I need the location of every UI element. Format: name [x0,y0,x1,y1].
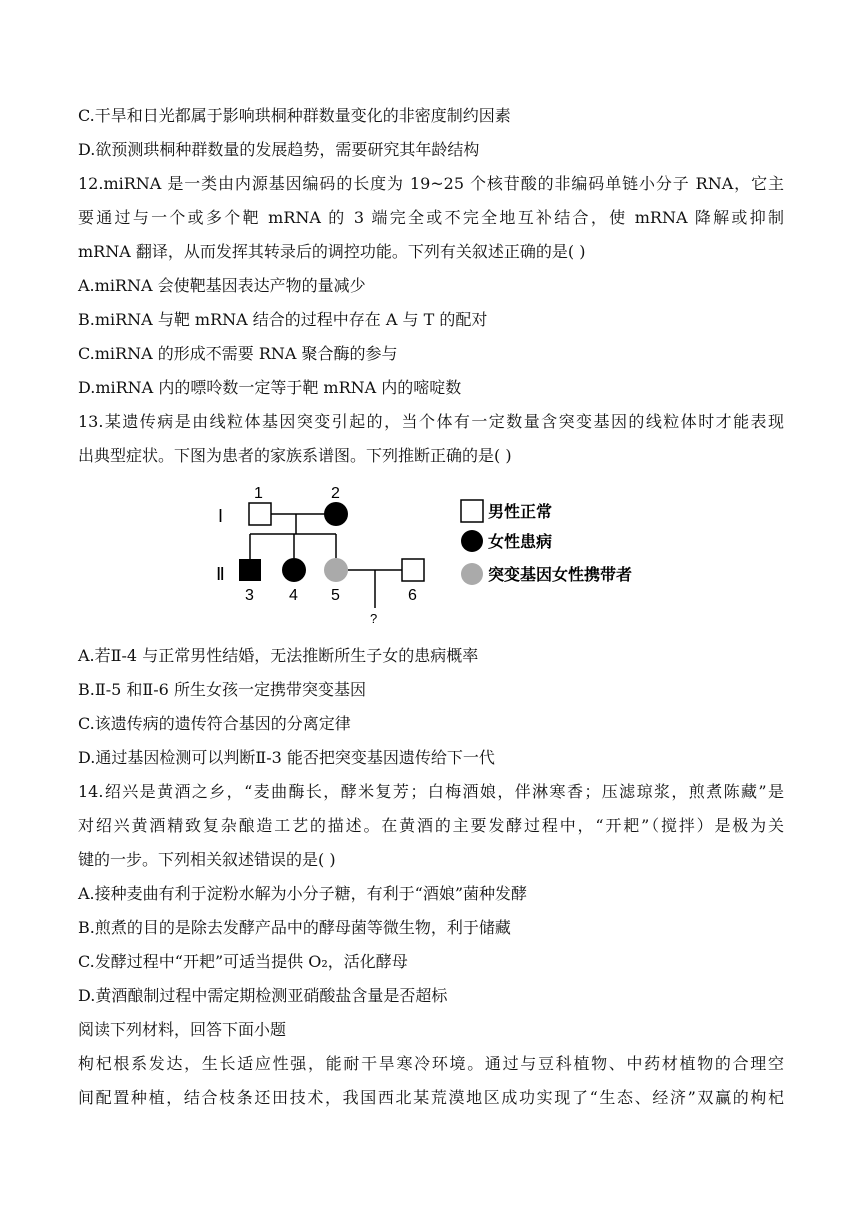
line-q12-stem-1: 12.miRNA 是一类由内源基因编码的长度为 19~25 个核苷酸的非编码单链小分子 RNA，它主 [78,174,784,193]
line-q14-stem-3: 键的一步。下列相关叙述错误的是( ) [78,850,336,869]
line-q14-d: D.黄酒酿制过程中需定期检测亚硝酸盐含量是否超标 [78,986,448,1005]
line-q12-stem-2: 要通过与一个或多个靶 mRNA 的 3 端完全或不完全地互补结合，使 mRNA 降解或抑制 [78,208,784,227]
line-material-2: 间配置种植，结合枝条还田技术，我国西北某荒漠地区成功实现了“生态、经济”双赢的枸杞 [78,1088,784,1107]
legend-label-affected-female: 女性患病 [488,534,553,551]
line-q12-a: A.miRNA 会使靶基因表达产物的量减少 [78,276,366,295]
individual-II-4-affected-female [282,558,306,582]
pedigree-diagram [210,478,650,628]
line-q12-d: D.miRNA 内的嘌呤数一定等于靶 mRNA 内的嘧啶数 [78,378,462,397]
legend-gray-circle-icon [461,563,483,585]
individual-II-6-normal-male [402,559,424,581]
individual-I-2-affected-female [324,502,348,526]
line-q11-d: D.欲预测珙桐种群数量的发展趋势，需要研究其年龄结构 [78,140,480,159]
line-q13-a: A.若Ⅱ-4 与正常男性结婚，无法推断所生子女的患病概率 [78,646,479,665]
label-1: 1 [254,485,263,502]
generation-label-I: I [218,506,224,526]
line-q12-c: C.miRNA 的形成不需要 RNA 聚合酶的参与 [78,344,398,363]
line-q11-c: C.干旱和日光都属于影响珙桐种群数量变化的非密度制约因素 [78,106,511,125]
legend-label-normal-male: 男性正常 [488,504,553,521]
line-q13-stem-1: 13.某遗传病是由线粒体基因突变引起的，当个体有一定数量含突变基因的线粒体时才能表现 [78,412,784,431]
line-q12-b: B.miRNA 与靶 mRNA 结合的过程中存在 A 与 T 的配对 [78,310,488,329]
line-q14-stem-2: 对绍兴黄酒精致复杂酿造工艺的描述。在黄酒的主要发酵过程中，“开耙”（搅拌）是极为关 [78,816,784,835]
line-q13-d: D.通过基因检测可以判断Ⅱ-3 能否把突变基因遗传给下一代 [78,748,495,767]
legend-black-circle-icon [461,530,483,552]
generation-label-II: Ⅱ [216,564,225,584]
label-3: 3 [245,587,254,604]
line-q14-stem-1: 14.绍兴是黄酒之乡，“麦曲酶长，酵米复芳；白梅酒娘，伴淋寒香；压滤琼浆，煎煮陈藏”是 [78,782,784,801]
line-q13-stem-2: 出典型症状。下图为患者的家族系谱图。下列推断正确的是( ) [78,446,512,465]
legend-label-carrier-female: 突变基因女性携带者 [488,567,633,584]
individual-II-5-carrier-female [324,558,348,582]
line-reading-intro: 阅读下列材料，回答下面小题 [78,1020,287,1039]
line-q13-c: C.该遗传病的遗传符合基因的分离定律 [78,714,351,733]
line-q14-c: C.发酵过程中“开耙”可适当提供 O₂，活化酵母 [78,952,408,971]
label-4: 4 [289,587,298,604]
line-q14-b: B.煎煮的目的是除去发酵产品中的酵母菌等微生物，利于储藏 [78,918,511,937]
individual-II-3-affected-male [239,559,261,581]
line-q13-b: B.Ⅱ-5 和Ⅱ-6 所生女孩一定携带突变基因 [78,680,366,699]
label-unknown-child: ? [370,611,378,626]
label-5: 5 [331,587,340,604]
legend-square-icon [461,500,483,522]
line-q14-a: A.接种麦曲有利于淀粉水解为小分子糖，有利于“酒娘”菌种发酵 [78,884,528,903]
line-q12-stem-3: mRNA 翻译，从而发挥其转录后的调控功能。下列有关叙述正确的是( ) [78,242,586,261]
line-material-1: 枸杞根系发达，生长适应性强，能耐干旱寒冷环境。通过与豆科植物、中药材植物的合理空 [78,1054,784,1073]
individual-I-1-normal-male [249,503,271,525]
label-6: 6 [408,587,417,604]
label-2: 2 [331,485,340,502]
